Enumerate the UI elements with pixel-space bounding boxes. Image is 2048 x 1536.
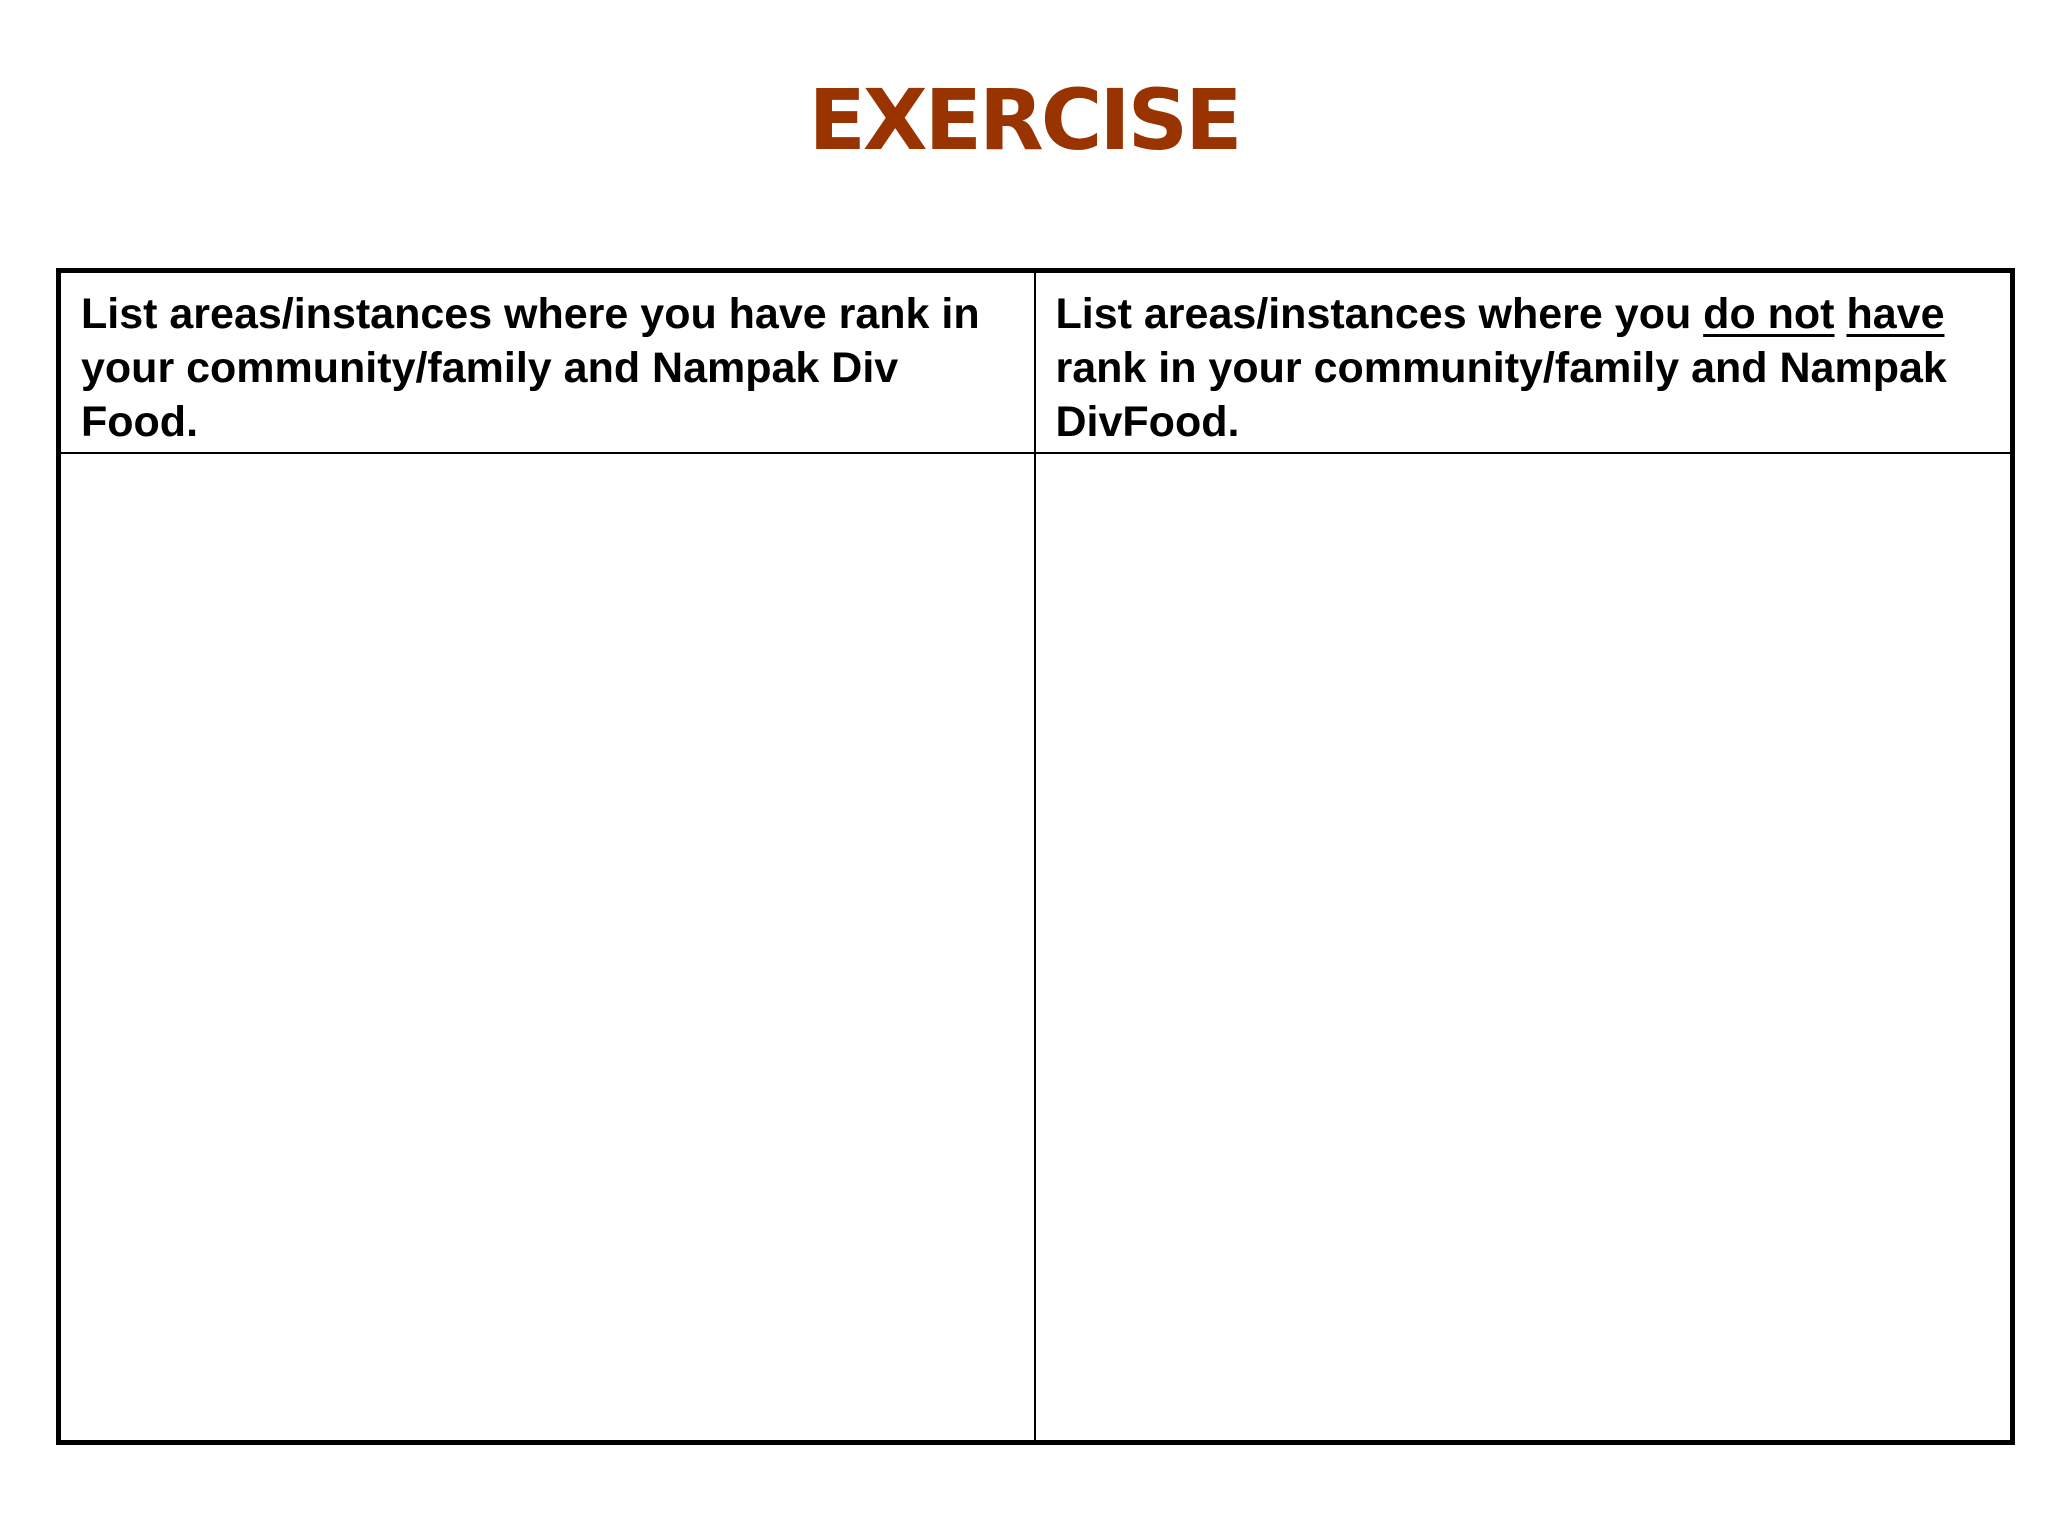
header-have-rank <box>59 271 1035 453</box>
header-have-rank-text: List areas/instances where you have rank in your community/family and Nampak Div Food. <box>81 290 980 446</box>
header-no-rank-emphasis-2: have <box>1846 290 1945 338</box>
answer-cell-have-rank[interactable] <box>59 453 1035 1443</box>
header-no-rank-emphasis-1: do not <box>1703 290 1835 338</box>
answer-cell-no-rank[interactable] <box>1035 453 2013 1443</box>
exercise-table <box>56 268 2015 1445</box>
header-no-rank-space <box>1835 290 1847 338</box>
header-no-rank-suffix: rank in your community/family and Nampak DivFood. <box>1055 344 1947 446</box>
answer-row <box>59 453 2013 1443</box>
header-no-rank-prefix: List areas/instances where you <box>1055 290 1704 338</box>
slide-title: EXERCISE <box>808 71 1240 169</box>
header-no-rank <box>1035 271 2013 453</box>
header-row <box>59 271 2013 453</box>
